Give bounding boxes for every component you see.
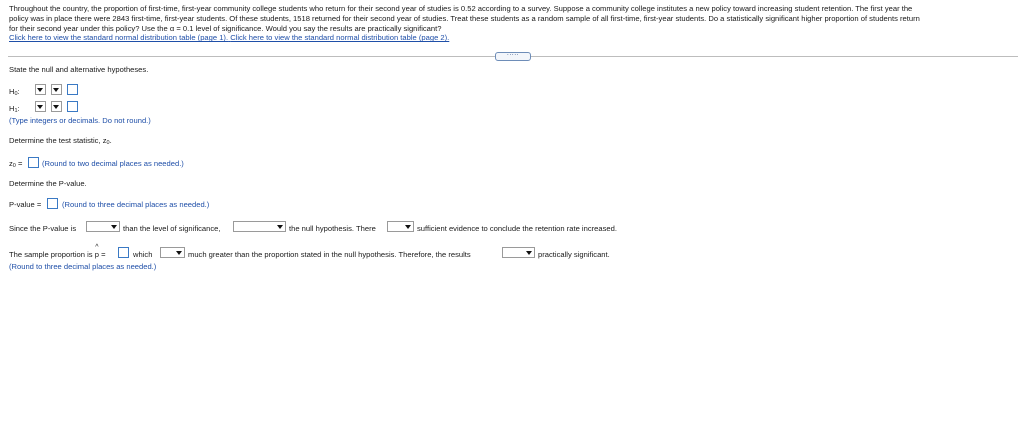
- dropdown-arrow-icon: [53, 86, 60, 93]
- problem-statement: [9, 4, 1017, 43]
- dropdown-arrow-icon: [405, 223, 412, 230]
- z0-label: z0 =: [9, 159, 23, 169]
- normal-table-page2-link[interactable]: Click here to view the standard normal distribution table (page 2).: [230, 33, 450, 43]
- dropdown-arrow-icon: [53, 103, 60, 110]
- pvalue-input[interactable]: [47, 198, 58, 209]
- conclusion-text-1: Since the P-value is: [9, 224, 77, 233]
- conclusion-text-3: the null hypothesis. There: [289, 224, 376, 233]
- dropdown-arrow-icon: [176, 249, 183, 256]
- phat-input[interactable]: [118, 247, 129, 258]
- practical-significance-select[interactable]: [502, 247, 535, 258]
- problem-line-1: Throughout the country, the proportion of first-time, first-year community college students who return for their second year of studies is 0.52 according to a survey. Suppose a community college institutes a new policy toward increasing student retention. The first year the: [9, 4, 913, 13]
- hypotheses-prompt: State the null and alternative hypotheses.: [9, 65, 149, 74]
- practical-text-1: The sample proportion is ^ p =: [9, 250, 106, 259]
- z0-hint: (Round to two decimal places as needed.): [42, 159, 184, 168]
- pvalue-label: P-value =: [9, 200, 42, 209]
- z0-input[interactable]: [28, 157, 39, 168]
- dropdown-arrow-icon: [526, 249, 533, 256]
- pvalue-hint: (Round to three decimal places as needed.): [62, 200, 210, 209]
- h0-value-input[interactable]: [67, 84, 78, 95]
- h1-parameter-select[interactable]: [35, 101, 46, 112]
- greater-verb-select[interactable]: [160, 247, 185, 258]
- problem-line-2: policy was in place there were 2843 first-time, first-year students. Of these students, 1518 returned for their second year of studies. Treat these students as a random sample of all first-time, first-year students. Do a statistically significant higher proportion of students return: [9, 13, 920, 23]
- h0-parameter-select[interactable]: [35, 84, 46, 95]
- h0-label: H0:: [9, 87, 20, 97]
- problem-line-3: for their second year under this policy? Use the α = 0.1 level of significance. Would you say the results are practically significant?: [9, 23, 442, 33]
- practical-text-3: much greater than the proportion stated in the null hypothesis. Therefore, the results: [188, 250, 471, 259]
- dropdown-arrow-icon: [111, 223, 118, 230]
- practical-text-2: which: [133, 250, 153, 259]
- pvalue-prompt: Determine the P-value.: [9, 179, 87, 188]
- evidence-select[interactable]: [387, 221, 414, 232]
- hypotheses-hint: (Type integers or decimals. Do not round.): [9, 116, 151, 125]
- h0-relation-select[interactable]: [51, 84, 62, 95]
- dropdown-arrow-icon: [277, 223, 284, 230]
- hypothesis-decision-select[interactable]: [233, 221, 286, 232]
- dropdown-arrow-icon: [37, 86, 44, 93]
- conclusion-text-2: than the level of significance,: [123, 224, 221, 233]
- normal-table-page1-link[interactable]: Click here to view the standard normal distribution table (page 1).: [9, 33, 229, 43]
- more-dots-icon: .....: [506, 50, 520, 57]
- test-statistic-prompt: Determine the test statistic, z0.: [9, 136, 112, 146]
- phat-hint: (Round to three decimal places as needed.): [9, 262, 157, 271]
- pvalue-comparison-select[interactable]: [86, 221, 120, 232]
- h1-label: H1:: [9, 104, 20, 114]
- dropdown-arrow-icon: [37, 103, 44, 110]
- expand-more-button[interactable]: [495, 52, 531, 61]
- conclusion-text-4: sufficient evidence to conclude the retention rate increased.: [417, 224, 617, 233]
- table-links: [9, 33, 1017, 43]
- h1-relation-select[interactable]: [51, 101, 62, 112]
- h1-value-input[interactable]: [67, 101, 78, 112]
- practical-text-4: practically significant.: [538, 250, 610, 259]
